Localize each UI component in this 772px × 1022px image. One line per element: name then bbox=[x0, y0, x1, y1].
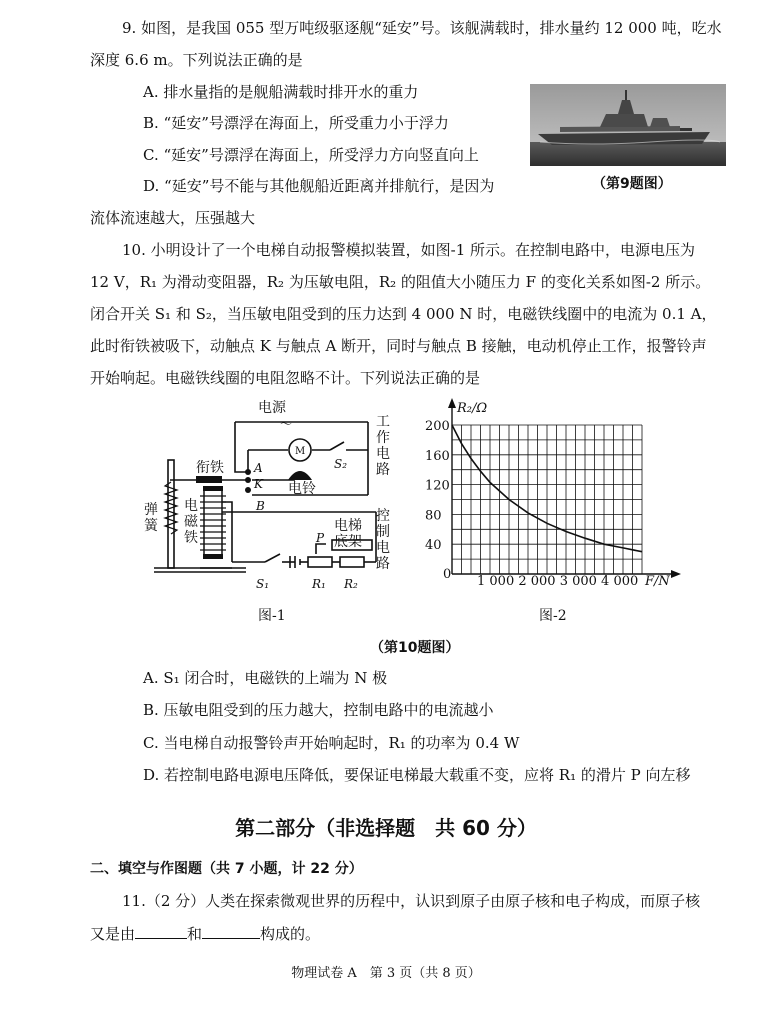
control-circuit-label-3: 电 bbox=[376, 540, 390, 556]
r1-label: R₁ bbox=[312, 577, 326, 591]
q10-option-d: D. 若控制电路电源电压降低，要保证电梯最大载重不变，应将 R₁ 的滑片 P 向左移 bbox=[143, 766, 691, 784]
x-tick-labels: 1 000 2 000 3 000 4 000 bbox=[477, 574, 639, 589]
y-axis-label: R₂/Ω bbox=[457, 401, 488, 416]
bell-label: 电铃 bbox=[288, 481, 316, 497]
x-axis-arrow bbox=[671, 570, 681, 578]
q10-stem-line4: 此时衔铁被吸下，动触点 K 与触点 A 断开，同时与触点 B 接触，电动机停止工作，报警铃声 bbox=[90, 337, 707, 355]
y-tick-labels bbox=[425, 419, 450, 553]
elevator-label-1: 电梯 bbox=[334, 518, 362, 534]
q10-stem-line5: 开始响起。电磁铁线圈的电阻忽略不计。下列说法正确的是 bbox=[90, 369, 481, 387]
section-title: 二、填空与作图题（共 7 小题，计 22 分） bbox=[90, 861, 363, 877]
magnet-label-1: 电 bbox=[184, 498, 198, 514]
q11-text-mid: 和 bbox=[187, 925, 203, 943]
spring-label-2: 簧 bbox=[144, 518, 158, 534]
q9-option-d-cont: 流体流速越大，压强越大 bbox=[90, 209, 256, 227]
control-circuit-label-2: 制 bbox=[376, 524, 390, 540]
y-axis-arrow bbox=[448, 398, 456, 408]
q10-stem-line3: 闭合开关 S₁ 和 S₂，当压敏电阻受到的压力达到 4 000 N 时，电磁铁线圈中的电流为 0.1 A， bbox=[90, 305, 717, 323]
y-tick-label: 120 bbox=[425, 478, 450, 494]
y-tick-label: 40 bbox=[425, 538, 442, 554]
power-label: 电源 bbox=[258, 400, 286, 416]
slider-p-label: P bbox=[316, 531, 325, 545]
q10-stem-line2: 12 V，R₁ 为滑动变阻器，R₂ 为压敏电阻，R₂ 的阻值大小随压力 F 的变化关系如图-2 所示。 bbox=[90, 273, 711, 291]
circuit-diagram bbox=[130, 392, 405, 630]
x-axis-label: F/N bbox=[645, 574, 670, 589]
work-circuit-label-4: 路 bbox=[376, 462, 390, 478]
part2-title: 第二部分（非选择题 共 60 分） bbox=[235, 816, 537, 840]
q10-option-a: A. S₁ 闭合时，电磁铁的上端为 N 极 bbox=[143, 669, 388, 687]
switch-s2-label: S₂ bbox=[334, 457, 348, 471]
q9-stem-line2: 深度 6.6 m。下列说法正确的是 bbox=[90, 51, 303, 69]
q9-stem-line1: 9. 如图，是我国 055 型万吨级驱逐舰“延安”号。该舰满载时，排水量约 12 000 吨，吃水 bbox=[122, 19, 722, 37]
spring-label-1: 弹 bbox=[144, 502, 158, 518]
q11-stem-line1: 11.（2 分）人类在探索微观世界的历程中，认识到原子由原子核和电子构成，而原子核 bbox=[122, 892, 701, 910]
q11-text-pre: 又是由 bbox=[90, 925, 136, 943]
motor-symbol: M bbox=[295, 446, 306, 457]
answer-blank-1[interactable] bbox=[135, 924, 187, 939]
q9-option-b: B. “延安”号漂浮在海面上，所受重力小于浮力 bbox=[143, 114, 449, 132]
y-tick-label: 80 bbox=[425, 508, 442, 524]
control-circuit-label-4: 路 bbox=[376, 556, 390, 572]
q11-stem-line2 bbox=[90, 924, 320, 944]
control-circuit-label-1: 控 bbox=[376, 508, 390, 524]
magnet-label-2: 磁 bbox=[184, 514, 198, 530]
origin-label: 0 bbox=[443, 567, 452, 582]
q9-figure-caption: （第9题图） bbox=[592, 176, 672, 192]
magnet-label-3: 铁 bbox=[184, 530, 198, 546]
contact-b-label: B bbox=[256, 499, 265, 513]
resistance-force-chart bbox=[415, 392, 690, 630]
r2-label: R₂ bbox=[344, 577, 358, 591]
figure-2-caption: 图-2 bbox=[539, 608, 567, 624]
q10-option-c: C. 当电梯自动报警铃声开始响起时，R₁ 的功率为 0.4 W bbox=[143, 734, 520, 752]
y-tick-label: 200 bbox=[425, 419, 450, 434]
q9-option-d: D. “延安”号不能与其他舰船近距离并排航行，是因为 bbox=[143, 177, 495, 195]
elevator-label-2: 底架 bbox=[334, 534, 362, 550]
q10-figure-caption: （第10题图） bbox=[370, 640, 460, 656]
contact-a-label: A bbox=[254, 461, 263, 475]
y-tick-label: 160 bbox=[425, 448, 450, 464]
work-circuit-label-2: 作 bbox=[376, 430, 390, 446]
q10-option-b: B. 压敏电阻受到的压力越大，控制电路中的电流越小 bbox=[143, 701, 494, 719]
answer-blank-2[interactable] bbox=[202, 924, 260, 939]
work-circuit-label-1: 工 bbox=[376, 414, 390, 430]
contact-k-label: K bbox=[254, 477, 263, 491]
q11-text-post: 构成的。 bbox=[260, 925, 321, 943]
page-footer: 物理试卷 A 第 3 页（共 8 页） bbox=[291, 966, 481, 981]
armature-label: 衔铁 bbox=[196, 460, 224, 476]
chart-grid bbox=[452, 425, 642, 574]
work-circuit-label-3: 电 bbox=[376, 446, 390, 462]
q9-option-a: A. 排水量指的是舰船满载时排开水的重力 bbox=[143, 83, 419, 101]
figure-1-caption: 图-1 bbox=[258, 608, 286, 624]
q9-option-c: C. “延安”号漂浮在海面上，所受浮力方向竖直向上 bbox=[143, 146, 479, 164]
destroyer-photo bbox=[530, 84, 726, 166]
ac-symbol: ～ bbox=[280, 417, 293, 431]
switch-s1-label: S₁ bbox=[256, 577, 270, 591]
q10-stem-line1: 10. 小明设计了一个电梯自动报警模拟装置，如图-1 所示。在控制电路中，电源电压为 bbox=[122, 241, 696, 259]
